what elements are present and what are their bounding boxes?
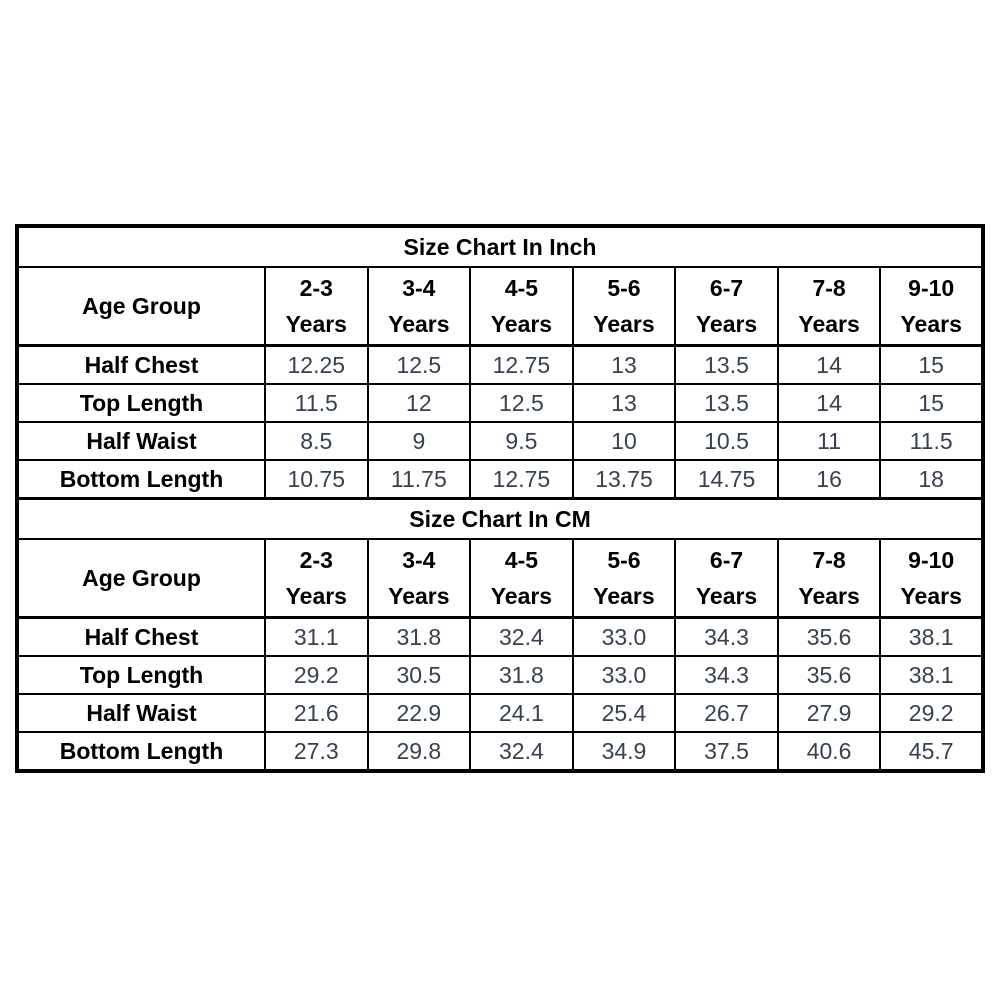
- value-cell: 45.7: [880, 732, 983, 771]
- value-cell: 14: [778, 346, 881, 385]
- value-cell: 10: [573, 422, 676, 460]
- age-unit-label: Years: [388, 311, 450, 337]
- value-cell: 24.1: [470, 694, 573, 732]
- value-cell: 31.1: [265, 618, 368, 657]
- age-unit-label: Years: [798, 311, 860, 337]
- age-unit-label: Years: [285, 583, 347, 609]
- age-range-label: 2-3: [299, 547, 333, 573]
- value-cell: 34.3: [675, 656, 778, 694]
- value-cell: 12.75: [470, 346, 573, 385]
- section-title-inch: Size Chart In Inch: [17, 226, 983, 267]
- size-chart: [15, 224, 985, 773]
- age-unit-label: Years: [490, 311, 553, 337]
- age-column-header: [675, 267, 778, 346]
- value-cell: 38.1: [880, 656, 983, 694]
- size-chart-tbody: [17, 226, 983, 771]
- value-cell: 13.5: [675, 346, 778, 385]
- section-title-row-inch: [17, 226, 983, 267]
- value-cell: 35.6: [778, 618, 881, 657]
- value-cell: 11.5: [880, 422, 983, 460]
- age-unit-label: Years: [900, 311, 962, 337]
- value-cell: 10.75: [265, 460, 368, 499]
- value-cell: 27.9: [778, 694, 881, 732]
- value-cell: 13: [573, 346, 676, 385]
- header-row-inch: [17, 267, 983, 346]
- age-column-header: [573, 267, 676, 346]
- age-range-label: 9-10: [908, 547, 955, 573]
- value-cell: 22.9: [368, 694, 471, 732]
- row-label: Half Chest: [17, 346, 265, 385]
- age-range-label: 5-6: [607, 275, 641, 301]
- age-column-header: [778, 539, 881, 618]
- age-range-label: 3-4: [402, 547, 436, 573]
- value-cell: 29.2: [880, 694, 983, 732]
- row-label: Bottom Length: [17, 460, 265, 499]
- age-range-label: 4-5: [504, 275, 539, 301]
- age-range-label: 2-3: [299, 275, 333, 301]
- value-cell: 29.2: [265, 656, 368, 694]
- table-row: [17, 346, 983, 385]
- table-row: [17, 732, 983, 771]
- value-cell: 25.4: [573, 694, 676, 732]
- row-label: Half Waist: [17, 694, 265, 732]
- value-cell: 40.6: [778, 732, 881, 771]
- age-unit-label: Years: [798, 583, 860, 609]
- size-chart-table: [15, 224, 985, 773]
- value-cell: 38.1: [880, 618, 983, 657]
- row-label: Half Waist: [17, 422, 265, 460]
- age-unit-label: Years: [285, 311, 347, 337]
- value-cell: 12.5: [470, 384, 573, 422]
- age-column-header: [470, 539, 573, 618]
- value-cell: 11.5: [265, 384, 368, 422]
- age-unit-label: Years: [695, 311, 758, 337]
- value-cell: 15: [880, 384, 983, 422]
- age-column-header: [368, 267, 471, 346]
- table-row: [17, 460, 983, 499]
- age-range-label: 4-5: [504, 547, 539, 573]
- row-label: Bottom Length: [17, 732, 265, 771]
- age-unit-label: Years: [490, 583, 553, 609]
- value-cell: 31.8: [470, 656, 573, 694]
- age-unit-label: Years: [900, 583, 962, 609]
- header-row-cm: [17, 539, 983, 618]
- row-label: Top Length: [17, 384, 265, 422]
- value-cell: 15: [880, 346, 983, 385]
- table-row: [17, 384, 983, 422]
- age-column-header: [880, 267, 983, 346]
- value-cell: 12.75: [470, 460, 573, 499]
- table-row: [17, 656, 983, 694]
- value-cell: 37.5: [675, 732, 778, 771]
- age-column-header: [880, 539, 983, 618]
- value-cell: 11.75: [368, 460, 471, 499]
- value-cell: 30.5: [368, 656, 471, 694]
- age-column-header: [470, 267, 573, 346]
- value-cell: 13.5: [675, 384, 778, 422]
- value-cell: 14: [778, 384, 881, 422]
- value-cell: 21.6: [265, 694, 368, 732]
- value-cell: 12.25: [265, 346, 368, 385]
- value-cell: 34.9: [573, 732, 676, 771]
- value-cell: 9.5: [470, 422, 573, 460]
- value-cell: 13.75: [573, 460, 676, 499]
- table-row: [17, 422, 983, 460]
- age-unit-label: Years: [388, 583, 450, 609]
- row-label: Top Length: [17, 656, 265, 694]
- age-unit-label: Years: [695, 583, 758, 609]
- age-range-label: 7-8: [812, 275, 846, 301]
- age-column-header: [573, 539, 676, 618]
- age-column-header: [265, 539, 368, 618]
- age-unit-label: Years: [593, 583, 655, 609]
- value-cell: 32.4: [470, 732, 573, 771]
- value-cell: 16: [778, 460, 881, 499]
- value-cell: 32.4: [470, 618, 573, 657]
- value-cell: 13: [573, 384, 676, 422]
- age-column-header: [778, 267, 881, 346]
- value-cell: 12.5: [368, 346, 471, 385]
- age-range-label: 6-7: [709, 547, 744, 573]
- value-cell: 18: [880, 460, 983, 499]
- value-cell: 35.6: [778, 656, 881, 694]
- value-cell: 12: [368, 384, 471, 422]
- value-cell: 33.0: [573, 656, 676, 694]
- value-cell: 9: [368, 422, 471, 460]
- table-row: [17, 694, 983, 732]
- age-unit-label: Years: [593, 311, 655, 337]
- value-cell: 10.5: [675, 422, 778, 460]
- table-row: [17, 618, 983, 657]
- section-title-row-cm: [17, 499, 983, 540]
- value-cell: 8.5: [265, 422, 368, 460]
- value-cell: 27.3: [265, 732, 368, 771]
- row-label: Half Chest: [17, 618, 265, 657]
- age-group-header: Age Group: [17, 267, 265, 346]
- value-cell: 26.7: [675, 694, 778, 732]
- value-cell: 11: [778, 422, 881, 460]
- value-cell: 29.8: [368, 732, 471, 771]
- age-range-label: 9-10: [908, 275, 955, 301]
- value-cell: 33.0: [573, 618, 676, 657]
- age-column-header: [675, 539, 778, 618]
- age-range-label: 5-6: [607, 547, 641, 573]
- age-column-header: [265, 267, 368, 346]
- value-cell: 14.75: [675, 460, 778, 499]
- value-cell: 31.8: [368, 618, 471, 657]
- age-range-label: 6-7: [709, 275, 744, 301]
- age-range-label: 7-8: [812, 547, 846, 573]
- section-title-cm: Size Chart In CM: [17, 499, 983, 540]
- age-column-header: [368, 539, 471, 618]
- age-range-label: 3-4: [402, 275, 436, 301]
- value-cell: 34.3: [675, 618, 778, 657]
- age-group-header: Age Group: [17, 539, 265, 618]
